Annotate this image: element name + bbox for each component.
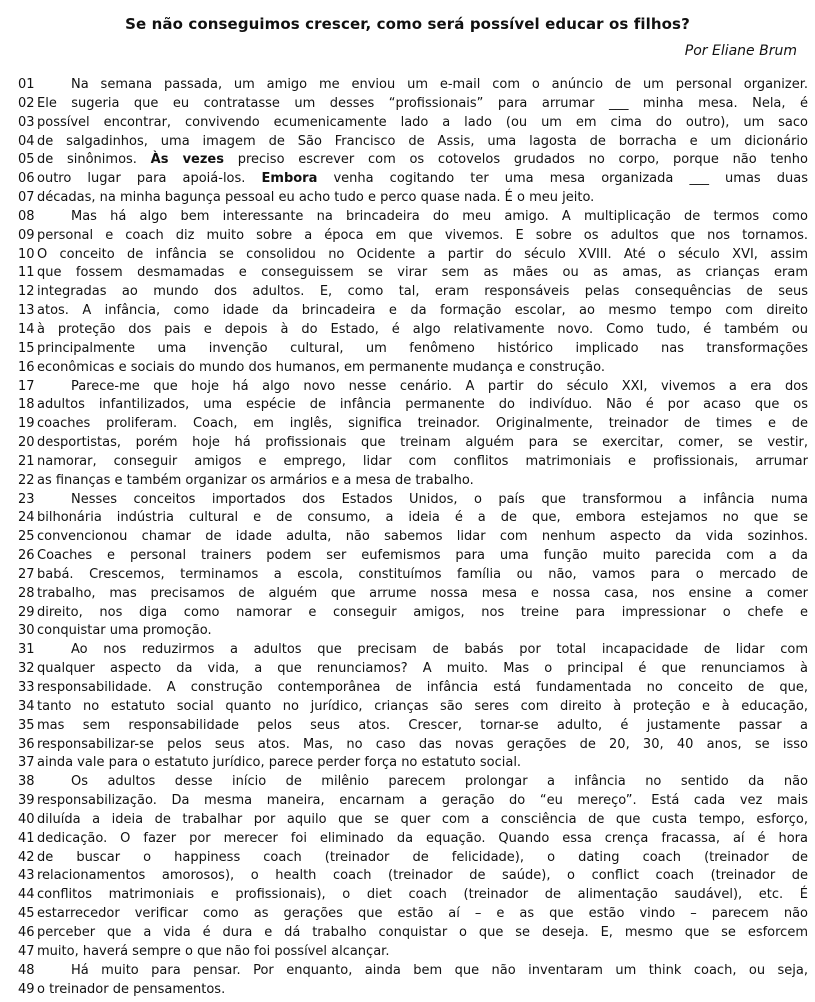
text-line-row xyxy=(0,962,815,981)
text-line-row xyxy=(0,736,815,755)
line-number: 23 xyxy=(18,491,35,507)
line-number: 07 xyxy=(18,190,35,206)
line-text: dedicação. O fazer por merecer foi eliminado da equação. Quando essa crença fracassa, aí é hora xyxy=(37,830,808,846)
document-title: Se não conseguimos crescer, como será possível educar os filhos? xyxy=(125,15,690,33)
line-text: direito, nos diga como namorar e conseguir amigos, nos treine para impressionar o chefe e xyxy=(37,604,808,620)
line-text: Mas há algo bem interessante na brincadeira do meu amigo. A multiplicação de termos como xyxy=(71,208,808,224)
text-line-row xyxy=(0,679,815,698)
text-line-row xyxy=(0,378,815,397)
text-line-row xyxy=(0,585,815,604)
line-text: namorar, conseguir amigos e emprego, lidar com conflitos matrimoniais e profissionais, arrumar xyxy=(37,453,808,469)
line-text: personal e coach diz muito sobre a época em que vivemos. E sobre os adultos que nos tornamos. xyxy=(37,227,808,243)
line-number: 35 xyxy=(18,717,35,733)
text-line-row xyxy=(0,472,815,491)
text-line-row xyxy=(0,302,815,321)
line-text: ainda vale para o estatuto jurídico, parece perder força no estatuto social. xyxy=(37,755,522,771)
line-number: 43 xyxy=(18,868,35,884)
line-text: tanto no estatuto social quanto no jurídico, crianças são seres com direito à proteção e à educação, xyxy=(37,698,808,714)
text-line-row xyxy=(0,264,815,283)
line-text: coaches proliferam. Coach, em inglês, significa treinador. Originalmente, treinador de times e de xyxy=(37,416,808,432)
line-text: à proteção dos pais e depois à do Estado, é algo relativamente novo. Como tudo, é também ou xyxy=(37,321,808,337)
text-line-row xyxy=(0,170,815,189)
line-text: atos. A infância, como idade da brincadeira e da formação escolar, ao mesmo tempo com direito xyxy=(37,303,808,319)
line-text: econômicas e sociais do mundo dos humanos, em permanente mudança e construção. xyxy=(37,359,605,375)
line-number: 38 xyxy=(18,774,35,790)
line-number: 34 xyxy=(18,698,35,714)
line-number: 09 xyxy=(18,227,35,243)
text-line-row xyxy=(0,434,815,453)
line-text: bilhonária indústria cultural e de consumo, a ideia é a de que, embora estejamos no que se xyxy=(37,510,808,526)
text-line-row xyxy=(0,396,815,415)
line-number: 10 xyxy=(18,246,35,262)
text-line-row xyxy=(0,359,815,378)
text-line-row xyxy=(0,849,815,868)
line-number: 48 xyxy=(18,962,35,978)
line-number: 25 xyxy=(18,529,35,545)
line-text: de salgadinhos, uma imagem de São Francisco de Assis, uma lagosta de borracha e um dicionário xyxy=(37,133,808,149)
line-text: o treinador de pensamentos. xyxy=(37,981,226,997)
line-text: perceber que a vida é dura e dá trabalho conquistar o que se deseja. E, mesmo que se esforcem xyxy=(37,924,808,940)
text-line-row xyxy=(0,114,815,133)
line-number: 27 xyxy=(18,566,35,582)
line-number: 06 xyxy=(18,171,35,187)
text-line-row xyxy=(0,641,815,660)
line-text: qualquer aspecto da vida, a que renunciamos? A muito. Mas o principal é que renunciamos à xyxy=(37,661,808,677)
text-line-row xyxy=(0,773,815,792)
line-text: conflitos matrimoniais e profissionais), o diet coach (treinador de alimentação saudável), etc. É xyxy=(37,887,808,903)
line-number: 14 xyxy=(18,321,35,337)
text-line-row xyxy=(0,604,815,623)
line-number: 29 xyxy=(18,604,35,620)
line-text: Nesses conceitos importados dos Estados Unidos, o país que transformou a infância numa xyxy=(71,491,808,507)
line-number: 44 xyxy=(18,887,35,903)
text-line-row xyxy=(0,660,815,679)
line-number: 42 xyxy=(18,849,35,865)
line-text: décadas, na minha bagunça pessoal eu acho tudo e perco quase nada. É o meu jeito. xyxy=(37,190,595,206)
line-number: 33 xyxy=(18,680,35,695)
line-text: responsabilização. Da mesma maneira, encarnam a geração do “eu mereço”. Está cada vez mais xyxy=(37,793,808,809)
line-number: 24 xyxy=(18,510,35,526)
text-line-row xyxy=(0,830,815,849)
line-text: Parece-me que hoje há algo novo nesse cenário. A partir do século XXI, vivemos a era dos xyxy=(71,378,808,394)
text-line-row xyxy=(0,76,815,95)
line-text: mas sem responsabilidade pelos seus atos. Crescer, tornar-se adulto, é justamente passar a xyxy=(37,717,808,733)
text-line-row xyxy=(0,133,815,152)
line-text: trabalho, mas precisamos de alguém que arrume nossa mesa e nossa casa, nos ensine a comer xyxy=(37,585,808,601)
byline: Por Eliane Brum xyxy=(684,43,797,59)
text-line-row xyxy=(0,867,815,886)
line-number: 13 xyxy=(18,303,35,319)
line-text: que fossem desmamadas e conseguissem se virar sem as mães ou as amas, as crianças eram xyxy=(37,265,808,281)
text-line-row xyxy=(0,151,815,170)
line-number: 19 xyxy=(18,416,35,432)
line-number: 41 xyxy=(18,830,35,846)
text-line-row xyxy=(0,415,815,434)
text-line-row xyxy=(0,246,815,265)
line-text: diluída a ideia de trabalhar por aquilo que se quer com a consciência de que custa tempo, esforço, xyxy=(37,811,808,827)
text-body xyxy=(0,76,815,999)
text-line-row xyxy=(0,95,815,114)
text-line-row xyxy=(0,340,815,359)
line-text: Ele sugeria que eu contratasse um desses “profissionais” para arrumar ___ minha mesa. Nela, é xyxy=(37,95,808,111)
line-number: 01 xyxy=(18,77,35,92)
text-line-row xyxy=(0,547,815,566)
text-line-row xyxy=(0,283,815,302)
text-line-row xyxy=(0,491,815,510)
text-line-row xyxy=(0,453,815,472)
line-text: principalmente uma invenção cultural, um fenômeno histórico implicado nas transformações xyxy=(37,340,808,356)
line-text: Coaches e personal trainers podem ser eufemismos para uma função muito parecida com a da xyxy=(37,548,808,564)
line-text: as finanças e também organizar os armários e a mesa de trabalho. xyxy=(37,472,474,488)
line-number: 04 xyxy=(18,133,35,149)
text-line-row xyxy=(0,566,815,585)
line-text: muito, haverá sempre o que não foi possível alcançar. xyxy=(37,943,390,959)
line-number: 47 xyxy=(18,943,35,959)
line-number: 12 xyxy=(18,284,35,300)
line-number: 46 xyxy=(18,924,35,940)
line-number: 17 xyxy=(18,378,35,394)
text-line-row xyxy=(0,886,815,905)
text-line-row xyxy=(0,905,815,924)
line-number: 15 xyxy=(18,340,35,356)
line-text: integradas ao mundo dos adultos. E, como tal, eram responsáveis pelas consequências de seus xyxy=(37,284,808,300)
line-number: 05 xyxy=(18,152,35,168)
text-line-row xyxy=(0,792,815,811)
line-text: relacionamentos amorosos), o health coach (treinador de saúde), o conflict coach (treinador de xyxy=(37,868,808,884)
line-text: Na semana passada, um amigo me enviou um e-mail com o anúncio de um personal organizer. xyxy=(71,77,808,92)
line-text: O conceito de infância se consolidou no Ocidente a partir do século XVIII. Até o século XVI, assim xyxy=(37,246,808,262)
line-text: adultos infantilizados, uma espécie de infância permanente do indivíduo. Não é por acaso que os xyxy=(37,397,808,413)
line-text: Há muito para pensar. Por enquanto, ainda bem que não inventaram um think coach, ou seja, xyxy=(71,962,808,978)
text-line-row xyxy=(0,943,815,962)
text-line-row xyxy=(0,227,815,246)
line-number: 28 xyxy=(18,585,35,601)
line-number: 22 xyxy=(18,472,35,488)
line-number: 32 xyxy=(18,661,35,677)
text-line-row xyxy=(0,528,815,547)
line-number: 49 xyxy=(18,981,35,997)
line-text: babá. Crescemos, terminamos a escola, constituímos família ou não, vamos para o mercado de xyxy=(37,566,808,582)
line-text: outro lugar para apoiá-los. Embora venha cogitando ter uma mesa organizada ___ umas duas xyxy=(37,171,809,187)
text-line-row xyxy=(0,811,815,830)
line-number: 40 xyxy=(18,811,35,827)
line-text: Os adultos desse início de milênio parecem prolongar a infância no sentido da não xyxy=(71,774,808,790)
text-line-row xyxy=(0,698,815,717)
line-text: responsabilizar-se pelos seus atos. Mas, no caso das novas gerações de 20, 30, 40 anos, se isso xyxy=(37,736,808,752)
text-line-row xyxy=(0,622,815,641)
line-number: 02 xyxy=(18,95,35,111)
text-line-row xyxy=(0,321,815,340)
line-number: 20 xyxy=(18,435,35,451)
text-line-row xyxy=(0,509,815,528)
line-number: 45 xyxy=(18,906,35,922)
line-number: 16 xyxy=(18,359,35,375)
line-text: conquistar uma promoção. xyxy=(37,623,212,639)
line-text: estarrecedor verificar como as gerações que estão aí – e as que estão vindo – parecem não xyxy=(37,906,808,922)
line-text: de sinônimos. Às vezes preciso escrever com os cotovelos grudados no corpo, porque não tenho xyxy=(37,152,808,168)
line-text: Ao nos reduzirmos a adultos que precisam de babás por total incapacidade de lidar com xyxy=(71,642,808,658)
line-number: 30 xyxy=(18,623,35,639)
text-line-row xyxy=(0,208,815,227)
line-number: 26 xyxy=(18,548,35,564)
line-text: de buscar o happiness coach (treinador de felicidade), o dating coach (treinador de xyxy=(37,849,808,865)
line-number: 39 xyxy=(18,793,35,809)
text-line-row xyxy=(0,924,815,943)
text-line-row xyxy=(0,754,815,773)
line-number: 37 xyxy=(18,755,35,771)
text-line-row xyxy=(0,717,815,736)
line-text: possível encontrar, convivendo ecumenicamente lado a lado (ou um em cima do outro), um saco xyxy=(37,114,808,130)
line-number: 08 xyxy=(18,208,35,224)
line-text: responsabilidade. A construção contemporânea de infância está fundamentada no conceito de que, xyxy=(37,680,808,695)
line-text: convencionou chamar de idade adulta, não sabemos lidar com nenhum aspecto da vida sozinhos. xyxy=(37,529,808,545)
line-number: 36 xyxy=(18,736,35,752)
line-number: 18 xyxy=(18,397,35,413)
line-text: desportistas, porém hoje há profissionais que treinam alguém para se exercitar, comer, se vestir, xyxy=(37,435,808,451)
line-number: 03 xyxy=(18,114,35,130)
line-number: 21 xyxy=(18,453,35,469)
text-line-row xyxy=(0,981,815,1000)
text-line-row xyxy=(0,189,815,208)
line-number: 11 xyxy=(18,265,35,281)
line-number: 31 xyxy=(18,642,35,658)
